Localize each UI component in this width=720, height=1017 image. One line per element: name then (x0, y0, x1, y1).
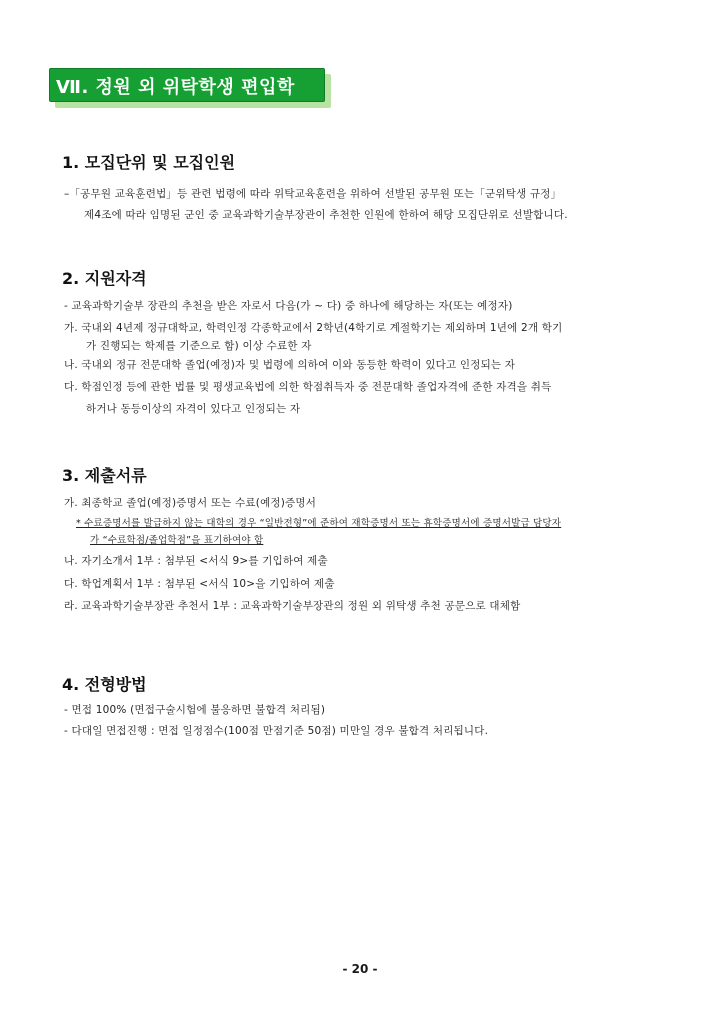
section-1-line-2: 제4조에 따라 임명된 군인 중 교육과학기술부장관이 추천한 인원에 한하여 해당 모집단위로 선발합니다. (84, 209, 568, 221)
section-2-line-5: 다. 학점인정 등에 관한 법률 및 평생교육법에 의한 학점취득자 중 전문대학 졸업자격에 준한 자격을 취득 (64, 381, 552, 393)
chapter-title-box (49, 68, 325, 102)
section-documents (62, 463, 147, 486)
section-recruitment-unit (62, 150, 235, 173)
section-2-line-2: 가. 국내외 4년제 정규대학교, 학력인정 각종학교에서 2학년(4학기로 계절학기는 제외하며 1년에 2개 학기 (64, 322, 563, 334)
section-2-line-4: 나. 국내외 정규 전문대학 졸업(예정)자 및 법령에 의하여 이와 동등한 학력이 있다고 인정되는 자 (64, 359, 516, 371)
section-eligibility (62, 266, 147, 289)
section-2-line-3: 가 진행되는 학제를 기준으로 함) 이상 수료한 자 (86, 340, 312, 352)
page-number: - 20 - (342, 962, 378, 976)
chapter-title: Ⅶ. 정원 외 위탁학생 편입학 (56, 77, 295, 98)
section-1-line-1: –「공무원 교육훈련법」등 관련 법령에 따라 위탁교육훈련을 위하여 선발된 공무원 또는「군위탁생 규정」 (64, 188, 562, 200)
section-4-line-2: - 다대일 면접진행 : 면접 일정점수(100점 만점기준 50점) 미만일 경우 불합격 처리됩니다. (64, 725, 489, 737)
section-3-line-1: 가. 최종학교 졸업(예정)증명서 또는 수료(예정)증명서 (64, 497, 317, 509)
section-2-line-6: 하거나 동등이상의 자격이 있다고 인정되는 자 (86, 403, 301, 415)
section-2-line-1: - 교육과학기술부 장관의 추천을 받은 자로서 다음(가 ~ 다) 중 하나에 해당하는 자(또는 예정자) (64, 300, 513, 312)
section-3-note-2: 가 “수료학점/졸업학점”을 표기하여야 함 (90, 535, 264, 546)
section-selection-method (62, 672, 147, 695)
section-3-note-1: * 수료증명서를 발급하지 않는 대학의 경우 “일반전형”에 준하여 재학증명서 또는 휴학증명서에 증명서발급 담당자 (76, 518, 562, 529)
section-3-line-4: 나. 자기소개서 1부 : 첨부된 <서식 9>를 기입하여 제출 (64, 555, 328, 567)
section-heading: 2. 지원자격 (62, 269, 147, 288)
section-heading: 1. 모집단위 및 모집인원 (62, 153, 236, 172)
section-3-line-5: 다. 학업계획서 1부 : 첨부된 <서식 10>을 기입하여 제출 (64, 578, 335, 590)
section-heading: 4. 전형방법 (62, 675, 147, 694)
section-heading: 3. 제출서류 (62, 466, 147, 485)
section-4-line-1: - 면접 100% (면접구술시험에 불응하면 불합격 처리됨) (64, 704, 326, 716)
section-3-line-6: 라. 교육과학기술부장관 추천서 1부 : 교육과학기술부장관의 정원 외 위탁생 추천 공문으로 대체함 (64, 600, 521, 612)
